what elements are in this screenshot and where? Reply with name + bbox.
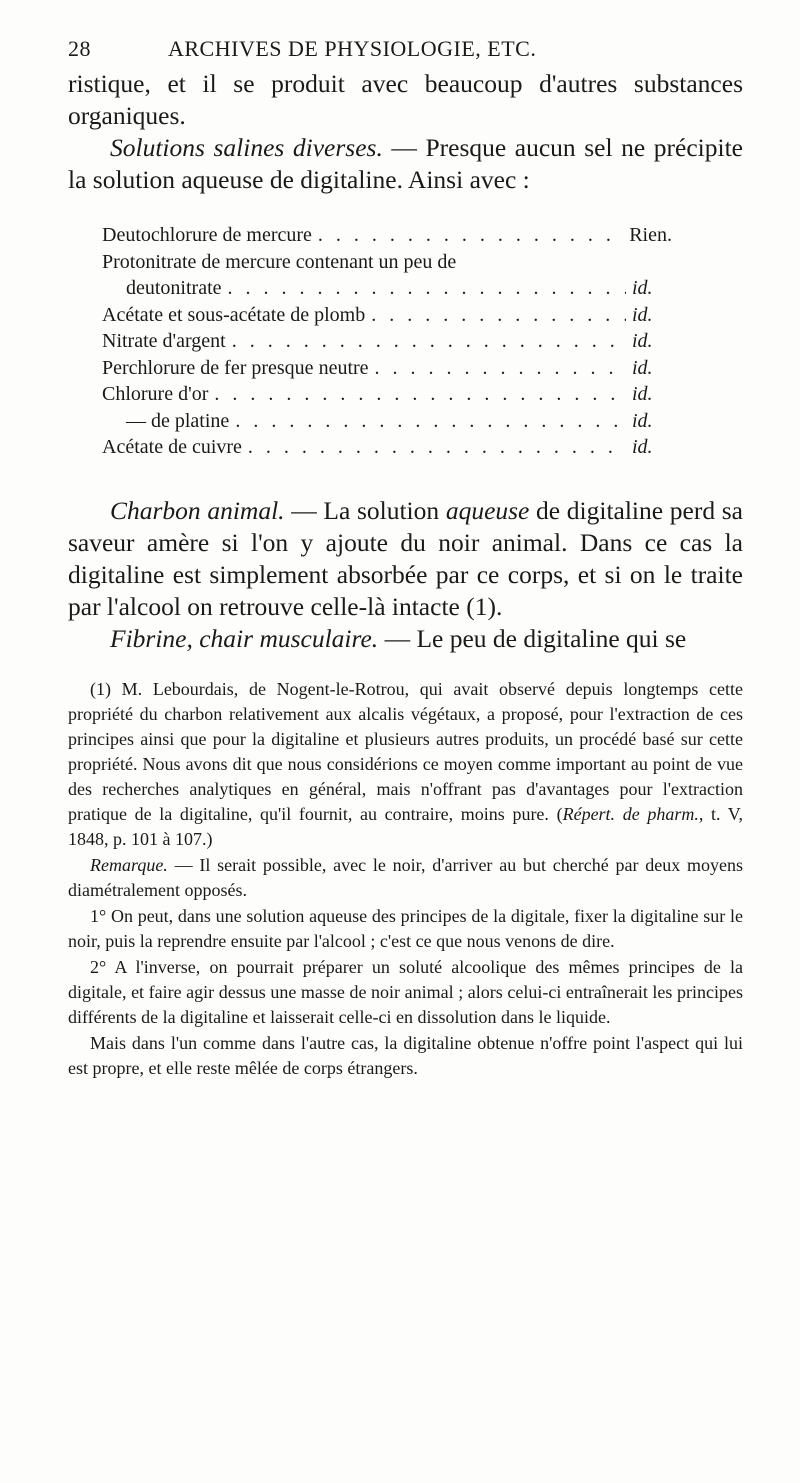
list-item: Chlorure d'or . . . id. [102,381,672,408]
list-item: deutonitrate . . . id. [102,275,672,302]
paragraph: Solutions salines diverses. — Presque aucun sel ne précipite la solution aqueuse de digitaline. Ainsi avec : [68,133,743,194]
running-header [68,36,743,62]
list-item: Protonitrate de mercure contenant un peu de [102,250,457,273]
running-title: ARCHIVES DE PHYSIOLOGIE, ETC. [168,36,537,61]
section-title: Fibrine, chair musculaire. [110,623,379,653]
salt-list [102,222,672,461]
list-item: Acétate de cuivre . . . id. [102,434,672,461]
footnote: 2° A l'inverse, on pourrait préparer un soluté alcoolique des mêmes principes de la digitale, et faire agir dessus une masse de noir animal ; alors celui-ci entraînerait les principes différents de la digitaline et laisserait celle-ci en dissolution dans le liquide. [68,956,743,1027]
paragraph: Charbon animal. — La solution aqueuse de digitaline perd sa saveur amère si l'on y ajoute du noir animal. Dans ce cas la digitaline est simplement absorbée par ce corps, et si on le traite par l'alcool on retrouve celle-là intacte (1). [68,495,743,621]
list-item: Perchlorure de fer presque neutre . . . id. [102,355,672,382]
page [68,36,743,1082]
list-item: Nitrate d'argent . . . id. [102,328,672,355]
paragraph: Fibrine, chair musculaire. — Le peu de digitaline qui se [110,623,687,653]
footnote: (1) M. Lebourdais, de Nogent-le-Rotrou, qui avait observé depuis longtemps cette propriété du charbon relativement aux alcalis végétaux, a proposé, pour l'extraction de ces principes ainsi que pour la digitaline et plusieurs autres produits, un procédé basé sur cette propriété. Nous avons dit que nous considérions ce moyen comme important au point de vue des recherches analytiques en général, mais n'offrant pas d'avantages pour l'extraction pratique de la digitaline, qu'il fournit, au contraire, moins pure. (Répert. de pharm., t. V, 1848, p. 101 à 107.) [68,678,743,849]
footnote: 1° On peut, dans une solution aqueuse des principes de la digitale, fixer la digitaline sur le noir, puis la reprendre ensuite par l'alcool ; c'est ce que nous venons de dire. [68,905,743,951]
footnote: Remarque. — Il serait possible, avec le noir, d'arriver au but cherché par deux moyens diamétralement opposés. [68,854,743,900]
footnotes [68,677,743,1081]
paragraph: ristique, et il se produit avec beaucoup d'autres substances organiques. [68,69,743,130]
page-number: 28 [68,36,91,61]
list-item: Acétate et sous-acétate de plomb . . . id. [102,302,672,329]
section-title: Charbon animal. [110,495,285,525]
main-text [68,68,743,655]
list-item: — de platine . . . id. [102,408,672,435]
footnote: Mais dans l'un comme dans l'autre cas, la digitaline obtenue n'offre point l'aspect qui lui est propre, et elle reste mêlée de corps étrangers. [68,1032,743,1078]
section-title: Solutions salines diverses. [110,133,383,162]
list-item: Deutochlorure de mercure . . . Rien. [102,222,672,249]
